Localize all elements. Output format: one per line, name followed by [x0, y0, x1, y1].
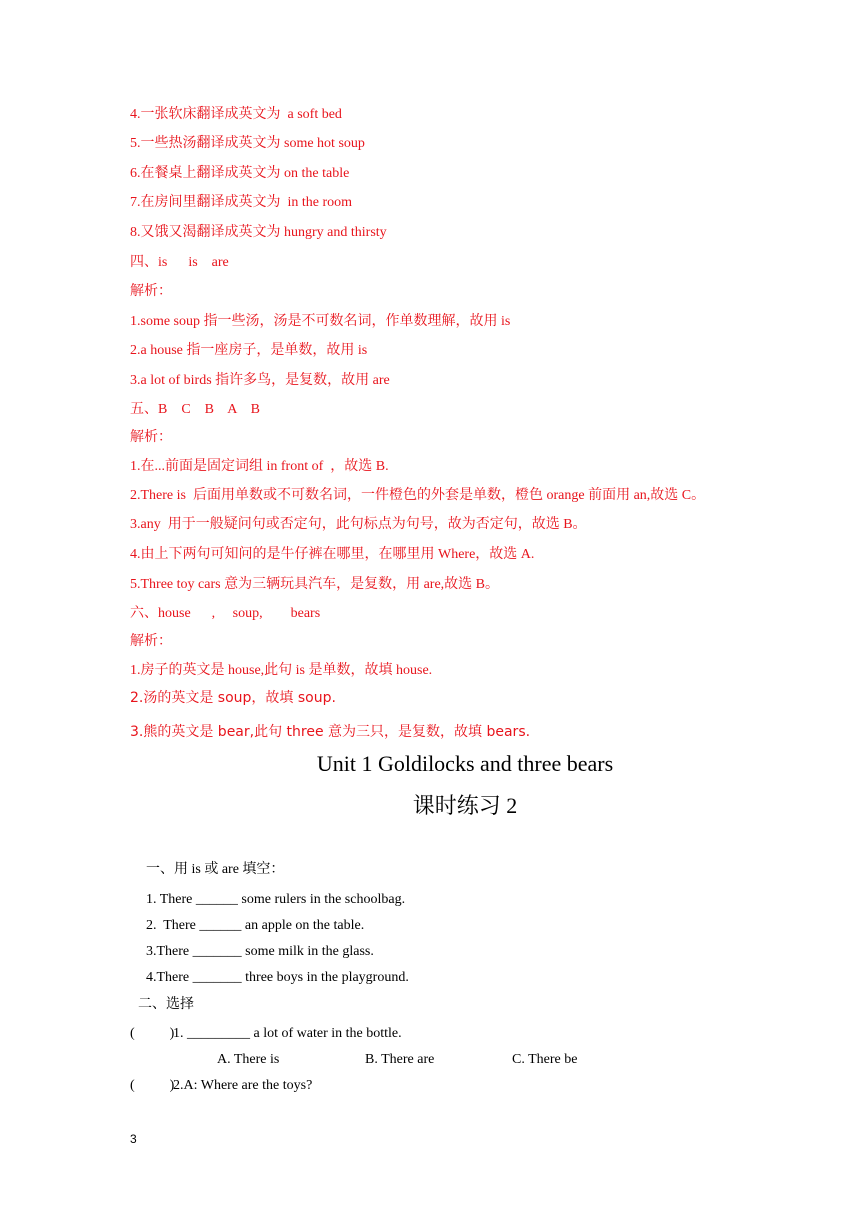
- analysis-line: 5.Three toy cars 意为三辆玩具汽车，是复数，用 are,故选 B。: [130, 577, 499, 592]
- analysis-line: 2.a house 指一座房子，是单数，故用 is: [130, 343, 368, 358]
- question-1: 1. _________ a lot of water in the bottle.: [173, 1026, 402, 1041]
- translation-line: 7.在房间里翻译成英文为 in the room: [130, 195, 353, 210]
- analysis-line: 3.熊的英文是 bear,此句 three 意为三只，是复数，故填 bears.: [130, 724, 531, 740]
- exercise1-item: 3.There _______ some milk in the glass.: [146, 944, 374, 959]
- unit-title: Unit 1 Goldilocks and three bears: [316, 751, 614, 776]
- section6-answers: 六、house , soup, bears: [130, 606, 321, 621]
- analysis-line: 2.There is 后面用单数或不可数名词，一件橙色的外套是单数，橙色 orange 前面用 an,故选 C。: [130, 488, 706, 503]
- analysis-line: 3.a lot of birds 指许多鸟，是复数，故用 are: [130, 373, 390, 388]
- question-2: 2.A: Where are the toys?: [173, 1078, 313, 1093]
- unit-subtitle: 课时练习 2: [412, 793, 518, 818]
- option-a: A. There is: [217, 1052, 280, 1067]
- analysis-line: 1.some soup 指一些汤，汤是不可数名词，作单数理解，故用 is: [130, 314, 511, 329]
- option-c: C. There be: [512, 1052, 578, 1067]
- analysis-label: 解析：: [130, 430, 172, 445]
- translation-line: 6.在餐桌上翻译成英文为 on the table: [130, 166, 350, 181]
- translation-line: 8.又饿又渴翻译成英文为 hungry and thirsty: [130, 225, 387, 240]
- answer-bracket: ( ): [130, 1026, 175, 1041]
- exercise1-item: 4.There _______ three boys in the playground.: [146, 970, 409, 985]
- translation-line: 5.一些热汤翻译成英文为 some hot soup: [130, 136, 365, 151]
- analysis-label: 解析：: [130, 634, 172, 649]
- page-number: 3: [130, 1132, 137, 1146]
- option-b: B. There are: [365, 1052, 435, 1067]
- exercise1-item: 2. There ______ an apple on the table.: [146, 918, 365, 933]
- section4-answers: 四、is is are: [130, 255, 229, 270]
- analysis-line: 2.汤的英文是 soup，故填 soup.: [130, 690, 336, 706]
- section5-answers: 五、B C B A B: [130, 402, 260, 417]
- answer-bracket: ( ): [130, 1078, 175, 1093]
- exercise1-item: 1. There ______ some rulers in the schoolbag.: [146, 892, 406, 907]
- exercise2-header: 二、选择: [138, 997, 194, 1012]
- analysis-line: 3.any 用于一般疑问句或否定句，此句标点为句号，故为否定句，故选 B。: [130, 517, 587, 532]
- exercise1-header: 一、用 is 或 are 填空：: [146, 862, 285, 877]
- analysis-line: 1.房子的英文是 house,此句 is 是单数，故填 house.: [130, 663, 433, 678]
- analysis-line: 1.在...前面是固定词组 in front of ，故选 B.: [130, 459, 389, 474]
- analysis-line: 4.由上下两句可知问的是牛仔裤在哪里，在哪里用 Where，故选 A.: [130, 547, 535, 562]
- translation-line: 4.一张软床翻译成英文为 a soft bed: [130, 107, 342, 122]
- analysis-label: 解析：: [130, 284, 172, 299]
